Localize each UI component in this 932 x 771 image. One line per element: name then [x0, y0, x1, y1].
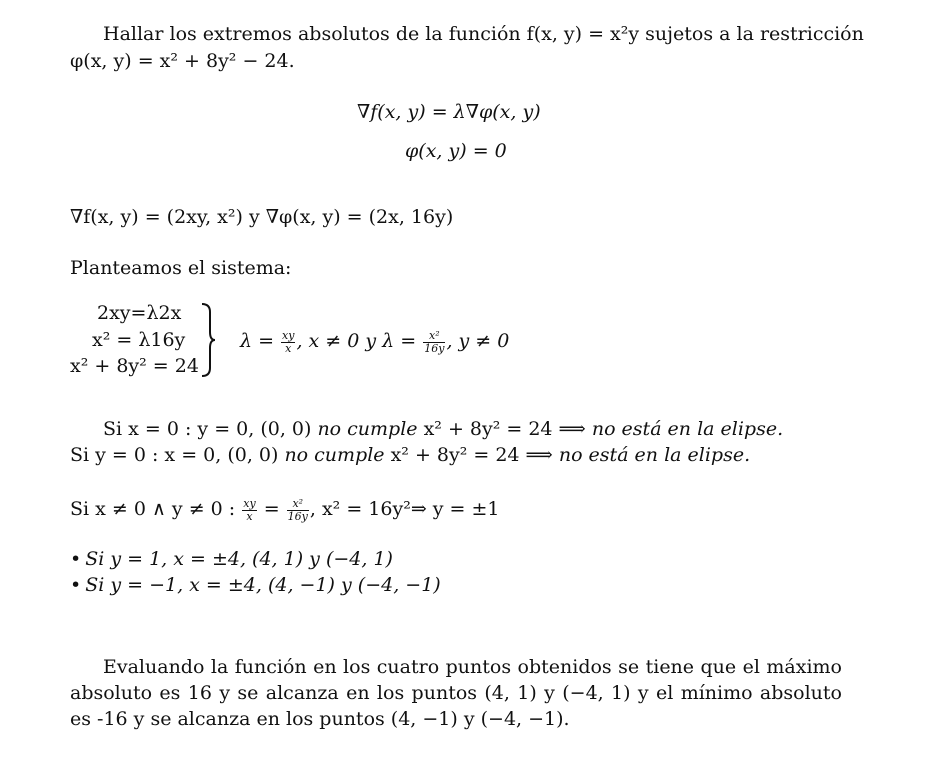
lagrange-equation: ∇f(x, y) = λ∇φ(x, y) [357, 101, 541, 123]
constraint-equation: φ(x, y) = 0 [405, 140, 507, 162]
fraction-numerator: x² [287, 498, 309, 511]
bullet-item-2 [70, 576, 441, 595]
fraction-left [242, 498, 256, 522]
lambda-b-condition: , y ≠ 0 [446, 330, 510, 353]
right-brace [200, 302, 216, 378]
case-result: , x² = 16y²⇒ y = ±1 [309, 498, 500, 521]
equals-sign: = [257, 498, 286, 521]
lambda-b-fraction [423, 330, 445, 354]
conclusion-paragraph: Evaluando la función en los cuatro puntos obtenidos se tiene que el máximo absoluto es 16 y se alcanza en los puntos (4, 1) y (−4, 1) y el mínimo absoluto es -16 y se alcanza en los puntos (4, −1) y (−4, −1). [70, 656, 842, 730]
fraction-right [287, 498, 309, 522]
case-conclusion: no está en la elipse. [558, 444, 751, 466]
bullet-item-1 [70, 550, 393, 569]
case-conclusion: no está en la elipse. [591, 418, 784, 440]
intro-line-2: φ(x, y) = x² + 8y² − 24. [70, 50, 295, 72]
case-text: Si x = 0 : y = 0, (0, 0) [103, 418, 318, 440]
lambda-a-label: λ = [240, 330, 281, 353]
case-note: no cumple [284, 444, 385, 466]
case-equation: x² + 8y² = 24 ⟹ [384, 444, 559, 466]
case-equation: x² + 8y² = 24 ⟹ [417, 418, 592, 440]
fraction-denominator: 16y [287, 509, 308, 523]
bullet-icon: • [70, 548, 82, 570]
fraction-denominator: x [246, 509, 253, 523]
lambda-a-fraction [281, 330, 295, 354]
system-intro: Planteamos el sistema: [70, 257, 292, 279]
lambda-solutions [240, 330, 509, 354]
case-y-zero [70, 446, 750, 465]
bullet-icon: • [70, 574, 82, 596]
system-row-2: x² = λ16y [92, 329, 186, 351]
lambda-a-condition: , x ≠ 0 y λ = [296, 330, 423, 353]
system-row-3: x² + 8y² = 24 [70, 355, 199, 377]
bullet-text: Si y = −1, x = ±4, (4, −1) y (−4, −1) [85, 574, 441, 596]
case-text: Si y = 0 : x = 0, (0, 0) [70, 444, 285, 466]
case-x-zero [103, 420, 783, 439]
case-text: Si x ≠ 0 ∧ y ≠ 0 : [70, 498, 242, 521]
fraction-numerator: xy [243, 497, 256, 510]
fraction-numerator: x² [423, 330, 445, 343]
fraction-denominator: x [285, 341, 292, 355]
case-nonzero [70, 498, 500, 522]
system-row-1: 2xy=λ2x [97, 302, 182, 324]
bullet-text: Si y = 1, x = ±4, (4, 1) y (−4, 1) [85, 548, 393, 570]
intro-line-1: Hallar los extremos absolutos de la función f(x, y) = x²y sujetos a la restricción [103, 23, 864, 45]
fraction-denominator: 16y [424, 341, 445, 355]
case-note: no cumple [317, 418, 418, 440]
fraction-numerator: xy [282, 329, 295, 342]
gradients-line: ∇f(x, y) = (2xy, x²) y ∇φ(x, y) = (2x, 16y) [70, 206, 454, 228]
